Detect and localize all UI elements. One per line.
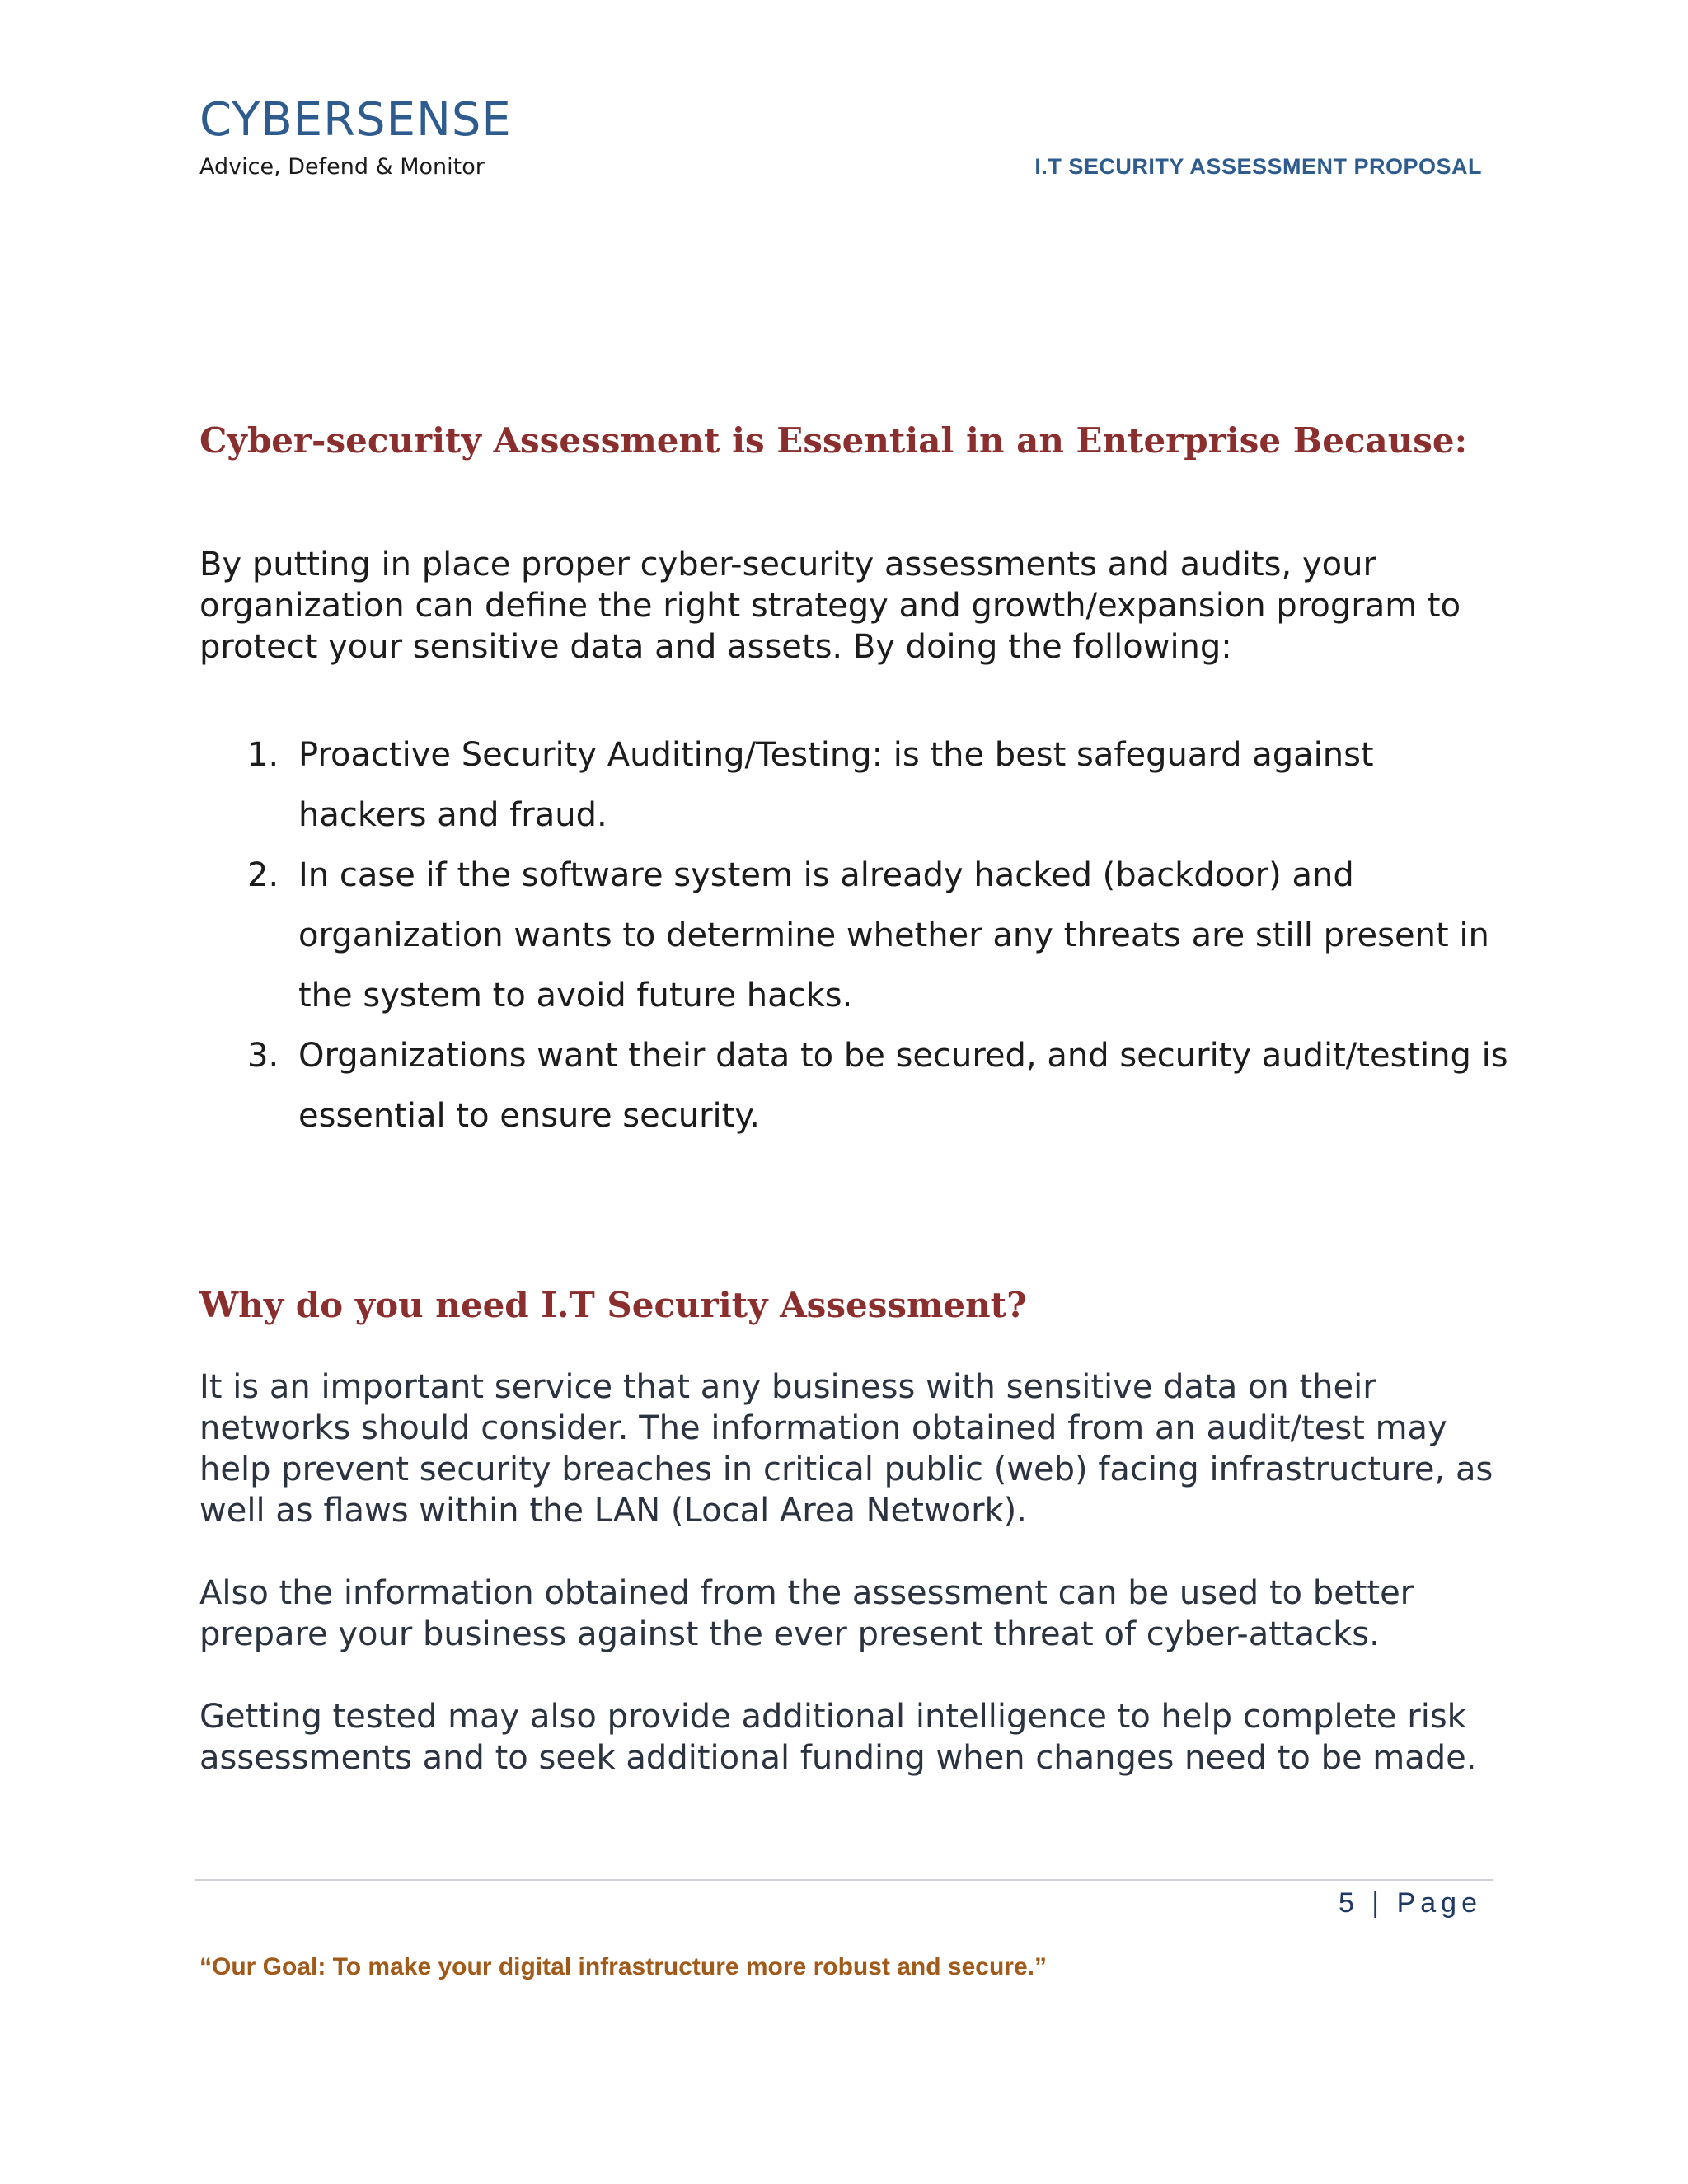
- body-paragraph: It is an important service that any business with sensitive data on their networks should consider. The information obtained from an audit/test may help prevent security breaches in critical public (web) facing infrastructure, as well as flaws within the LAN (Local Area Network).: [199, 1368, 1493, 1530]
- brand-name: CYBERSENSE: [199, 93, 512, 147]
- list-item-text: Proactive Security Auditing/Testing: is the best safeguard against hackers and fraud.: [298, 736, 1374, 834]
- section-heading-essential: Cyber-security Assessment is Essential in an Enterprise Because:: [199, 420, 1468, 461]
- goal-statement: “Our Goal: To make your digital infrastructure more robust and secure.”: [199, 1953, 1047, 1980]
- body-paragraph: Getting tested may also provide additional intelligence to help complete risk assessments and to seek additional funding when changes need to be made.: [199, 1698, 1477, 1777]
- body-paragraph: Also the information obtained from the assessment can be used to better prepare your business against the ever present threat of cyber-attacks.: [199, 1574, 1414, 1653]
- document-label: I.T SECURITY ASSESSMENT PROPOSAL: [1034, 154, 1482, 179]
- reasons-list: [199, 725, 1510, 1146]
- list-item-number: 3.: [247, 1037, 279, 1075]
- list-item-number: 1.: [247, 736, 279, 774]
- list-item-text: Organizations want their data to be secured, and security audit/testing is essential to ensure security.: [298, 1037, 1508, 1135]
- page-number: 5 | Page: [1338, 1887, 1482, 1919]
- section-heading-why: Why do you need I.T Security Assessment?: [199, 1285, 1027, 1325]
- list-item-number: 2.: [247, 856, 279, 894]
- list-item: [199, 725, 1510, 846]
- list-item: [199, 1026, 1510, 1146]
- brand-tagline: Advice, Defend & Monitor: [199, 154, 485, 180]
- list-item: [199, 846, 1510, 1026]
- footer-divider: [195, 1879, 1493, 1881]
- list-item-text: In case if the software system is already hacked (backdoor) and organization wants to determine whether any threats are still present in the system to avoid future hacks.: [298, 856, 1489, 1015]
- intro-paragraph: By putting in place proper cyber-security assessments and audits, your organization can define the right strategy and growth/expansion program to protect your sensitive data and assets. By doing the following:: [199, 546, 1461, 666]
